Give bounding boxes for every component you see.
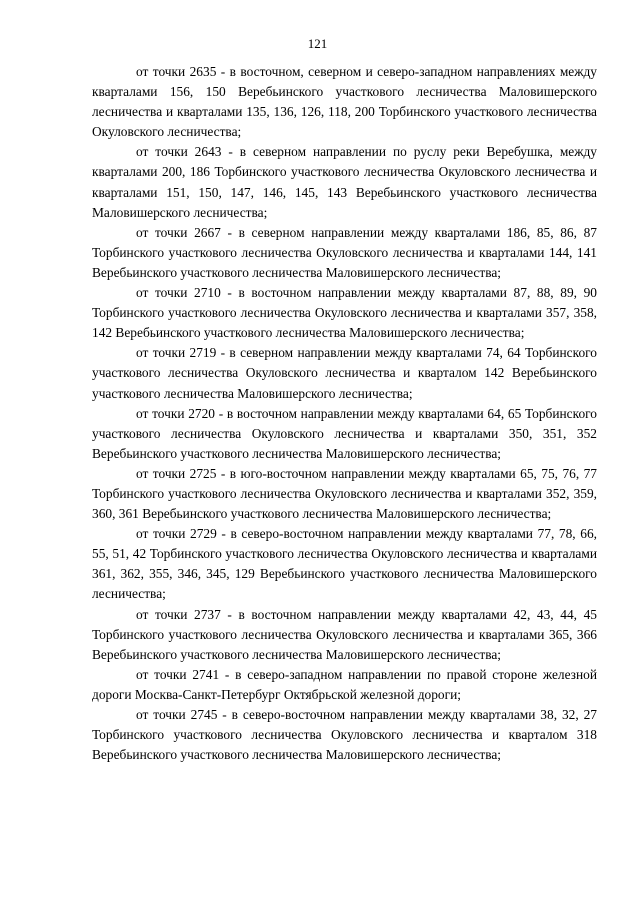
paragraph: от точки 2729 - в северо-восточном направлении между кварталами 77, 78, 66, 55, 51, 42 Торбинского участкового лесничества Окуловского лесничества и кварталами 361, 362, 355, 346, 345, 129 Веребьинского участкового лесничества Маловишерского лесничества; — [92, 526, 597, 602]
paragraph: от точки 2710 - в восточном направлении между кварталами 87, 88, 89, 90 Торбинского участкового лесничества Окуловского лесничества и кварталами 357, 358, 142 Веребьинского участкового лесничества Маловишерского лесничества; — [92, 285, 597, 341]
paragraph: от точки 2643 - в северном направлении по руслу реки Веребушка, между кварталами 200, 186 Торбинского участкового лесничества Окуловского лесничества и кварталами 151, 150, 147, 146, 145, 143 Веребьинского участкового лесничества Маловишерского лесничества; — [92, 144, 597, 220]
paragraph: от точки 2635 - в восточном, северном и северо-западном направлениях между кварталами 156, 150 Веребьинского участкового лесничества Маловишерского лесничества и кварталами 135, 136, 126, 118, 200 Торбинского участкового лесничества Окуловского лесничества; — [92, 64, 597, 140]
paragraph: от точки 2745 - в северо-восточном направлении между кварталами 38, 32, 27 Торбинского участкового лесничества Окуловского лесничества и кварталом 318 Веребьинского участкового лесничества Маловишерского лесничества; — [92, 707, 597, 763]
paragraph: от точки 2720 - в восточном направлении между кварталами 64, 65 Торбинского участкового лесничества Окуловского лесничества и кварталами 350, 351, 352 Веребьинского участкового лесничества Маловишерского лесничества; — [92, 405, 597, 461]
paragraph: от точки 2741 - в северо-западном направлении по правой стороне железной дороги Москва-Санкт-Петербург Октябрьской железной дороги; — [92, 666, 597, 702]
paragraph: от точки 2725 - в юго-восточном направлении между кварталами 65, 75, 76, 77 Торбинского участкового лесничества Окуловского лесничества и кварталами 352, 359, 360, 361 Веребьинского участкового лесничества Маловишерского лесничества; — [92, 465, 597, 522]
document-body — [92, 62, 597, 765]
paragraph: от точки 2737 - в восточном направлении между кварталами 42, 43, 44, 45 Торбинского участкового лесничества Окуловского лесничества и кварталами 365, 366 Веребьинского участкового лесничества Маловишерского лесничества; — [92, 606, 597, 662]
paragraph: от точки 2719 - в северном направлении между кварталами 74, 64 Торбинского участкового лесничества Окуловского лесничества и кварталом 142 Веребьинского участкового лесничества Маловишерского лесничества; — [92, 345, 597, 401]
paragraph: от точки 2667 - в северном направлении между кварталами 186, 85, 86, 87 Торбинского участкового лесничества Окуловского лесничества и кварталами 144, 141 Веребьинского участкового лесничества Маловишерского лесничества; — [92, 224, 597, 280]
page-number: 121 — [307, 36, 328, 51]
